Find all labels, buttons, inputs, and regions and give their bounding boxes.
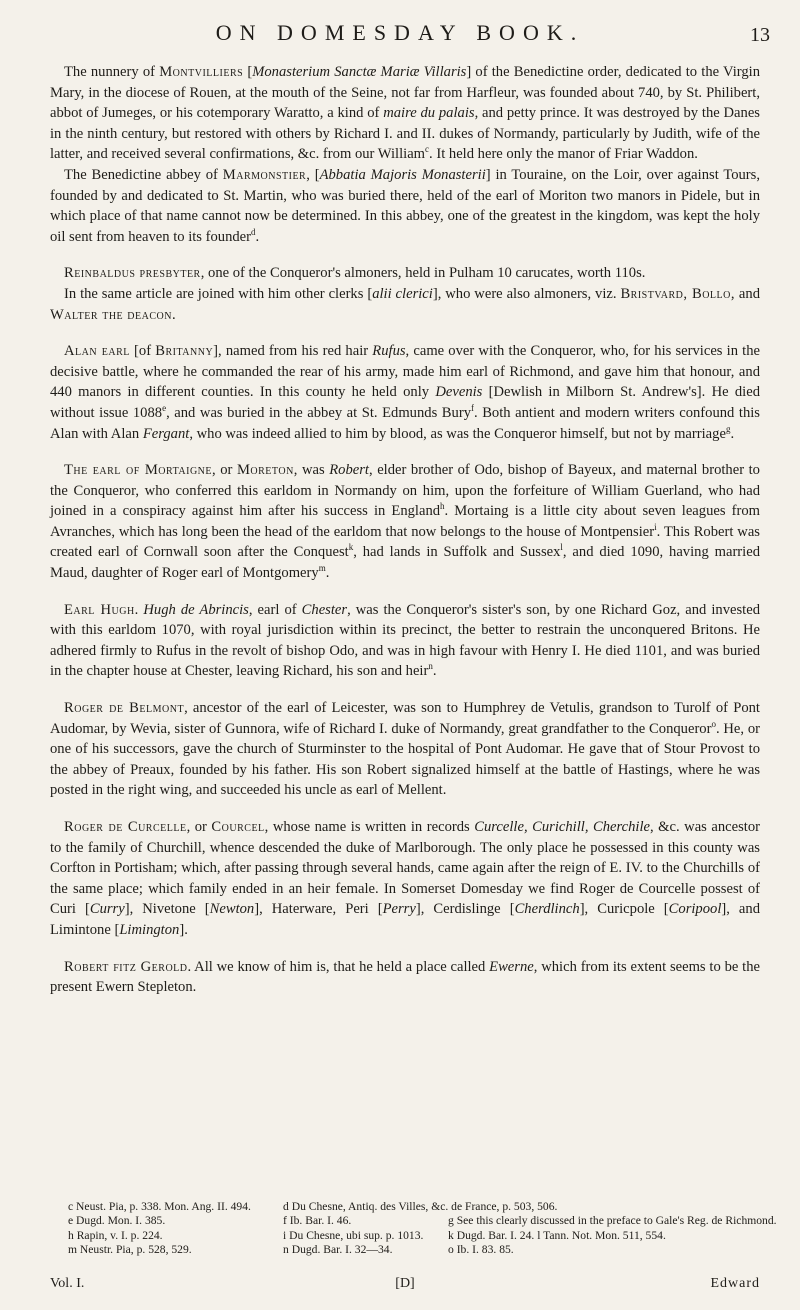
text-run: .: [171, 306, 176, 323]
text-run: Rufus: [372, 343, 406, 360]
footnote: m Neustr. Pia, p. 528, 529.: [68, 1243, 192, 1257]
text-run: , and died 1090, having married Maud, daughter of Roger earl of Montgomery: [50, 544, 760, 582]
footnote-ref: d: [251, 226, 256, 237]
text-run: , or: [212, 462, 237, 479]
text-run: . Both antient and modern writers confound this Alan with Alan: [50, 404, 760, 442]
text-run: .: [325, 565, 330, 582]
text-run: ], Haterware, Peri [: [254, 901, 383, 918]
footnote: d Du Chesne, Antiq. des Villes, &c. de France, p. 503, 506.: [283, 1200, 558, 1213]
text-run: alii clerici: [372, 285, 433, 302]
catchword: Edward: [710, 1276, 760, 1291]
text-run: Devenis: [435, 384, 483, 401]
text-run: , came over with the Conqueror, who, for his services in the decisive battle, where he commanded the rear of his army, made him earl of Richmond, and gave him that honour, and 440 manors in different counties. In this county he held only: [50, 343, 760, 401]
text-run: Walter the deacon: [50, 306, 172, 323]
text-run: [: [243, 64, 253, 80]
footnote: g See this clearly discussed in the preface to Gale's Reg. de Richmond.: [448, 1214, 777, 1228]
page-footer: [50, 1276, 760, 1298]
text-run: , had lands in Suffolk and Sussex: [353, 544, 561, 561]
text-run: Ewerne: [489, 958, 534, 975]
text-run: Chester: [301, 601, 348, 618]
text-run: Abbatia Majoris Monasterii: [319, 166, 486, 183]
paragraph: [50, 62, 760, 165]
footnote-row: [68, 1214, 777, 1228]
text-run: , and was buried in the abbey at St. Edmunds Bury: [166, 404, 471, 421]
text-run: . This Robert was created earl of Cornwall soon after the Conquest: [50, 523, 760, 561]
text-run: Marmonstier: [222, 166, 307, 183]
text-run: maire du palais: [383, 105, 475, 122]
text-run: , was the Conqueror's sister's son, by one Richard Goz, and invested with this earldom 1070, with royal jurisdiction within its precinct, the better to restrain the unconquered Britons. He adhered firmly to Rufus in the revolt of bishop Odo, and was in high favour with Henry I. He died 1101, and was buried in the chapter house at Chester, leaving Richard, his son and heir: [50, 601, 760, 680]
text-run: , whose name is written in records: [264, 819, 475, 835]
text-run: ], Curicpole [: [579, 901, 669, 918]
text-run: ], named from his red hair: [213, 343, 373, 360]
text-run: Fergant: [142, 425, 190, 442]
footnote-ref: m: [318, 563, 326, 574]
footnote-ref: e: [162, 403, 167, 414]
text-run: Courcel: [211, 819, 265, 835]
text-run: , or: [186, 819, 212, 835]
body-text: [50, 62, 760, 998]
footnote: h Rapin, v. I. p. 224.: [68, 1228, 163, 1242]
text-run: Monasterium Sanctæ Mariæ Villaris: [252, 64, 467, 80]
text-run: , and petty prince. It was destroyed by the Danes in the ninth century, but restored with others by Richard I. and II. dukes of Normandy, particularly by Judith, wife of the latter, and received several confirmations, &c. from our William: [50, 105, 760, 163]
text-run: ], who were also almoners, viz.: [432, 285, 621, 302]
text-run: , [: [306, 166, 320, 183]
text-run: , &c. was ancestor to the family of Churchill, whence descended the duke of Marlborough. The only place he possessed in this county was Corfton in Portisham; which, after passing through several hands, came again after the reign of E. IV. to the Churchills of the same place; which family ended in an heir female. In Somerset Domesday we find Roger de Courcelle possest of Curi [: [50, 819, 761, 918]
footnote-ref: k: [348, 542, 354, 553]
text-run: The earl of Mortaigne: [64, 462, 212, 479]
paragraph: [50, 698, 760, 801]
footnote-ref: l: [560, 542, 563, 553]
footnote-row: [68, 1229, 758, 1243]
footnote-ref: c: [425, 144, 430, 155]
text-run: The Benedictine abbey of: [64, 166, 223, 183]
text-run: Alan earl: [64, 343, 130, 360]
text-run: , elder brother of Odo, bishop of Bayeux, and maternal brother to the Conqueror, who conferred this earldom in Normandy on him, upon the forfeiture of William Guerland, who had joined in a conspiracy against him after his success in England: [50, 462, 760, 520]
text-run: Earl Hugh: [64, 601, 135, 618]
text-run: [Dewlish in Milborn St. Andrew's]. He died without issue 1088: [50, 384, 760, 421]
text-run: Curcelle, Curichill, Cherchile: [474, 819, 650, 835]
paragraph: [50, 284, 760, 325]
text-run: ].: [179, 921, 188, 938]
footnote-row: [68, 1200, 758, 1214]
text-run: , earl of: [248, 601, 302, 618]
text-run: Curry: [89, 901, 125, 918]
text-run: Reinbaldus presbyter: [64, 265, 201, 282]
text-run: Hugh de Abrincis: [143, 601, 249, 618]
footnote: e Dugd. Mon. I. 385.: [68, 1214, 166, 1228]
text-run: Robert fitz Gerold: [64, 958, 188, 975]
text-run: .: [730, 425, 735, 442]
text-run: Roger de Belmont: [64, 700, 185, 717]
volume-label: Vol. I.: [50, 1276, 85, 1291]
text-run: , who was indeed allied to him by blood, as was the Conqueror himself, but not by marriage: [189, 425, 726, 442]
text-run: ], Cerdislinge [: [415, 901, 515, 918]
text-run: Robert: [329, 462, 369, 479]
text-run: . It held here only the manor of Friar Waddon.: [429, 146, 698, 163]
footnote: o Ib. I. 83. 85.: [448, 1243, 514, 1257]
text-run: [of: [129, 343, 156, 360]
text-run: Montvilliers: [159, 64, 244, 80]
text-run: Perry: [382, 901, 416, 918]
page-header: [30, 20, 770, 60]
paragraph: [50, 263, 760, 284]
text-run: Britanny: [155, 343, 214, 360]
text-run: ] of the Benedictine order, dedicated to the Virgin Mary, in the diocese of Rouen, at the mouth of the Seine, not far from Harfleur, was founded about 740, by St. Philibert, abbot of Jumeges, or his cotemporary Waratto, a kind of: [50, 64, 760, 122]
footnote: n Dugd. Bar. I. 32—34.: [283, 1243, 393, 1257]
footnote-ref: h: [440, 501, 445, 512]
paragraph: [50, 460, 760, 584]
text-run: , one of the Conqueror's almoners, held in Pulham 10 carucates, worth 110s.: [200, 265, 646, 282]
footnote-ref: f: [471, 403, 474, 414]
text-run: .: [134, 601, 144, 618]
text-run: ], and Limintone [: [50, 901, 760, 938]
footnote-ref: o: [711, 718, 716, 729]
footnote: k Dugd. Bar. I. 24. l Tann. Not. Mon. 511, 554.: [448, 1228, 666, 1242]
text-run: In the same article are joined with him other clerks [: [64, 285, 373, 302]
text-run: . Mortaing is a little city about seven leagues from Avranches, which has long been the head of the earldom that now belongs to the house of Montpensier: [50, 503, 761, 540]
footnote: i Du Chesne, ubi sup. p. 1013.: [283, 1228, 424, 1242]
text-run: .: [255, 228, 260, 245]
text-run: Limington: [119, 921, 180, 938]
paragraph: [50, 817, 760, 941]
text-run: ] in Touraine, on the Loir, over against Tours, founded by and dedicated to St. Martin, who was buried there, held of the earl of Moriton two manors in Pidele, but in which place of that name cannot now be determined. In this abbey, one of the greatest in the kingdom, was kept the holy oil sent from heaven to its founder: [50, 166, 760, 245]
text-run: . All we know of him is, that he held a place called: [187, 958, 490, 975]
footnote-ref: n: [428, 661, 433, 672]
page-number: 13: [750, 24, 770, 46]
text-run: Moreton: [236, 462, 294, 479]
footnotes: [68, 1200, 777, 1258]
footnote-ref: i: [654, 522, 657, 533]
text-run: Coripool: [668, 901, 722, 918]
text-run: Cherdlinch: [514, 901, 580, 918]
paragraph: [50, 600, 760, 682]
text-run: and: [735, 285, 760, 302]
footnote: c Neust. Pia, p. 338. Mon. Ang. II. 494.: [68, 1200, 251, 1213]
footnote: [448, 1200, 758, 1214]
text-run: Bristvard, Bollo,: [620, 285, 736, 302]
text-run: , was: [293, 462, 330, 479]
text-run: Newton: [209, 901, 255, 918]
footnote: f Ib. Bar. I. 46.: [283, 1214, 352, 1228]
text-run: Roger de Curcelle: [64, 819, 187, 835]
text-run: The nunnery of: [64, 64, 160, 80]
footnote-row: [68, 1243, 758, 1257]
text-run: , ancestor of the earl of Leicester, was son to Humphrey de Vetulis, grandson to Turolf of Pont Audomar, by Wevia, sister of Gunnora, wife of Richard I. duke of Normandy, great grandfather to the Conqueror: [50, 700, 760, 737]
footnote-ref: g: [725, 423, 731, 434]
text-run: , which from its extent seems to be the present Ewern Stepleton.: [50, 958, 760, 996]
text-run: . He, or one of his successors, gave the church of Sturminster to the hospital of Pont Audomar. He gave that of Stour Provost to the abbey of Preaux, founded by his father. His son Robert signalized himself at the battle of Hastings, where he was posted in the right wing, and succeeded his uncle as earl of Mellent.: [50, 720, 760, 799]
paragraph: [50, 341, 760, 444]
paragraph: [50, 957, 760, 998]
signature-mark: [D]: [395, 1276, 415, 1291]
paragraph: [50, 165, 760, 247]
running-title: ON DOMESDAY BOOK.: [215, 20, 585, 45]
text-run: ], Nivetone [: [124, 901, 210, 918]
text-run: .: [432, 663, 437, 680]
